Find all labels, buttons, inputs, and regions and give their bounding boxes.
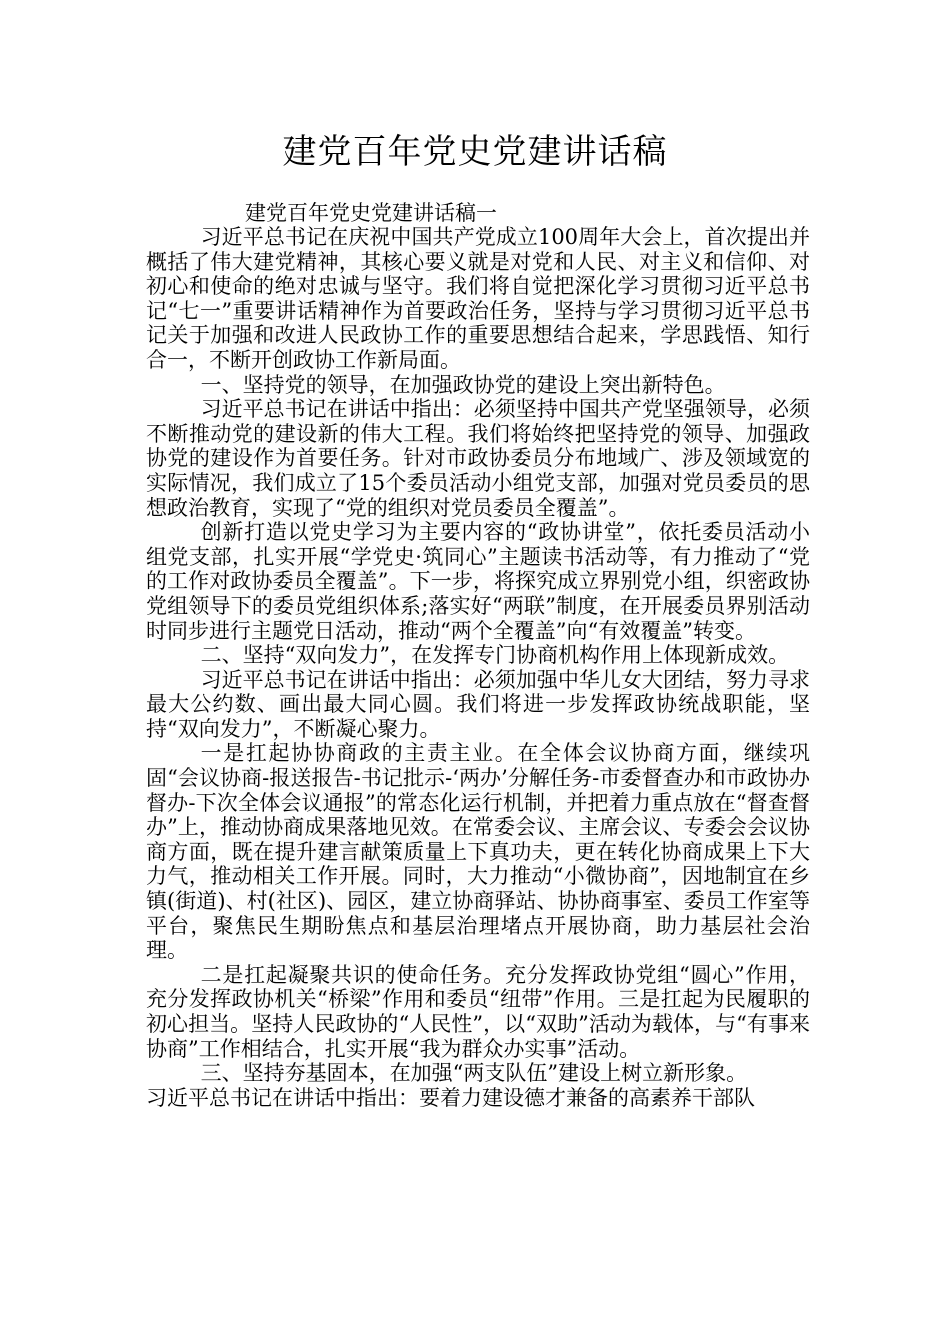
paragraph: 创新打造以党史学习为主要内容的“政协讲堂”，依托委员活动小组党支部，扎实开展“学党史·筑同心”主题读书活动等，有力推动了“党的工作对政协委员全覆盖”。下一步，将探究成立界别党小组，织密政协党组领导下的委员党组织体系;落实好“两联”制度，在开展委员界别活动时同步进行主题党日活动，推动“两个全覆盖”向“有效覆盖”转变。 xyxy=(146,520,810,643)
document-subtitle: 建党百年党史党建讲话稿一 xyxy=(245,201,497,225)
section-heading: 一、坚持党的领导，在加强政协党的建设上突出新特色。 xyxy=(200,372,726,397)
paragraph: 一是扛起协协商政的主责主业。在全体会议协商方面，继续巩固“会议协商-报送报告-书记批示-‘两办’分解任务-市委督查办和市政协办督办-下次全体会议通报”的常态化运行机制，并把着力重点放在“督查督办”上，推动协商成果落地见效。在常委会议、主席会议、专委会会议协商方面，既在提升建言献策质量上下真功夫，更在转化协商成果上下大力气，推动相关工作开展。同时，大力推动“小微协商”，因地制宜在乡镇(街道)、村(社区)、园区，建立协商驿站、协协商事室、委员工作室等平台，聚焦民生期盼焦点和基层治理堵点开展协商，助力基层社会治理。 xyxy=(146,741,810,963)
section-heading: 二、坚持“双向发力”，在发挥专门协商机构作用上体现新成效。 xyxy=(200,643,790,668)
paragraph: 习近平总书记在讲话中指出：必须坚持中国共产党坚强领导，必须不断推动党的建设新的伟大工程。我们将始终把坚持党的领导、加强政协党的建设作为首要任务。针对市政协委员分布地域广、涉及领域宽的实际情况，我们成立了15个委员活动小组党支部，加强对党员委员的思想政治教育，实现了“党的组织对党员委员全覆盖”。 xyxy=(146,397,810,520)
paragraph-continuation: 习近平总书记在讲话中指出：要着力建设德才兼备的高素养干部队 xyxy=(146,1085,755,1110)
section-heading: 三、坚持夯基固本，在加强“两支队伍”建设上树立新形象。 xyxy=(200,1061,748,1086)
document-title: 建党百年党史党建讲话稿 xyxy=(282,132,668,172)
paragraph: 习近平总书记在庆祝中国共产党成立100周年大会上，首次提出并概括了伟大建党精神，其核心要义就是对党和人民、对主义和信仰、对初心和使命的绝对忠诚与坚守。我们将自觉把深化学习贯彻习近平总书记“七一”重要讲话精神作为首要政治任务，坚持与学习贯彻习近平总书记关于加强和改进人民政协工作的重要思想结合起来，学思践悟、知行合一，不断开创政协工作新局面。 xyxy=(146,225,810,372)
paragraph: 习近平总书记在讲话中指出：必须加强中华儿女大团结，努力寻求最大公约数、画出最大同心圆。我们将进一步发挥政协统战职能，坚持“双向发力”，不断凝心聚力。 xyxy=(146,667,810,741)
document-body xyxy=(146,225,810,1110)
paragraph: 二是扛起凝聚共识的使命任务。充分发挥政协党组“圆心”作用，充分发挥政协机关“桥梁”作用和委员“纽带”作用。三是扛起为民履职的初心担当。坚持人民政协的“人民性”，以“双助”活动为载体，与“有事来协商”工作相结合，扎实开展“我为群众办实事”活动。 xyxy=(146,962,810,1061)
